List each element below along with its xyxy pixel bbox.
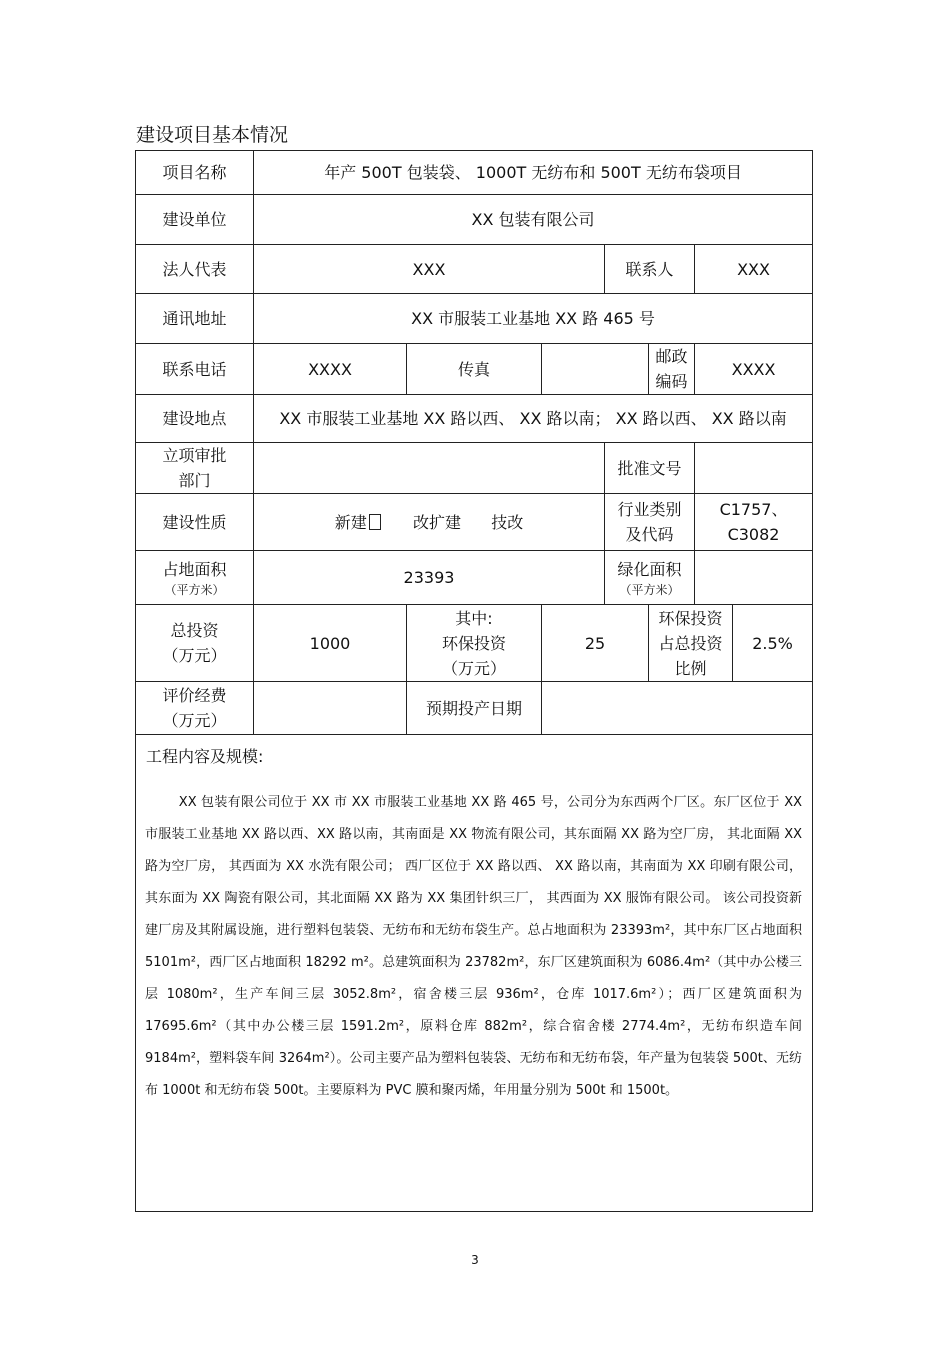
env-ratio-value: 2.5%	[733, 605, 813, 682]
eval-fee-value	[254, 682, 407, 735]
address-label: 通讯地址	[136, 294, 254, 344]
approval-doc-value	[695, 443, 813, 494]
row-phone	[136, 344, 813, 395]
nature-options	[254, 494, 605, 551]
area-label: 占地面积 （平方米）	[136, 551, 254, 605]
project-name-value: 年产 500T 包装袋、 1000T 无纺布和 500T 无纺布袋项目	[254, 151, 813, 195]
postal-code-label: 邮政 编码	[649, 344, 695, 395]
investment-value: 1000	[254, 605, 407, 682]
legal-rep-value: XXX	[254, 245, 605, 294]
contact-label: 联系人	[605, 245, 695, 294]
row-investment	[136, 605, 813, 682]
scope-cell	[136, 735, 813, 1212]
option-tech: 技改	[491, 512, 524, 532]
nature-label: 建设性质	[136, 494, 254, 551]
row-project-name	[136, 151, 813, 195]
construction-unit-label: 建设单位	[136, 195, 254, 245]
row-approval	[136, 443, 813, 494]
green-area-value	[695, 551, 813, 605]
page-number: 3	[471, 1253, 479, 1267]
env-ratio-label: 环保投资 占总投资 比例	[649, 605, 733, 682]
green-area-label: 绿化面积 （平方米）	[605, 551, 695, 605]
approval-dept-value	[254, 443, 605, 494]
site-value: XX 市服装工业基地 XX 路以西、 XX 路以南； XX 路以西、 XX 路以南	[254, 395, 813, 443]
area-value: 23393	[254, 551, 605, 605]
row-scope	[136, 735, 813, 1212]
row-address	[136, 294, 813, 344]
phone-value: XXXX	[254, 344, 407, 395]
row-legal-rep	[136, 245, 813, 294]
scope-body: XX 包装有限公司位于 XX 市 XX 市服装工业基地 XX 路 465 号，公司分为东西两个厂区。东厂区位于 XX 市服装工业基地 XX 路以西、XX 路以南，其南面是 XX 物流有限公司，其东面隔 XX 路为空厂房， 其北面隔 XX 路为空厂房， 其西面为 XX 水洗有限公司； 西厂区位于 XX 路以西、 XX 路以南，其南面为 XX 印刷有限公司，其东面为 XX 陶瓷有限公司，其北面隔 XX 路为 XX 集团针织三厂， 其西面为 XX 服饰有限公司。 该公司投资新建厂房及其附属设施，进行塑料包装袋、无纺布和无纺布袋生产。总占地面积为 23393m²，其中东厂区占地面积 5101m²，西厂区占地面积 18292 m²。总建筑面积为 23782m²，东厂区建筑面积为 6086.4m²（其中办公楼三层 1080m²，生产车间三层 3052.8m²，宿舍楼三层 936m²，仓库 1017.6m²）；西厂区建筑面积为 17695.6m²（其中办公楼三层 1591.2m²，原料仓库 882m²，综合宿舍楼 2774.4m²，无纺布织造车间 9184m²，塑料袋车间 3264m²）。公司主要产品为塑料包装袋、无纺布和无纺布袋，年产量为包装袋 500t、无纺布 1000t 和无纺布袋 500t。主要原料为 PVC 膜和聚丙烯，年用量分别为 500t 和 1500t。	[145, 795, 803, 1098]
row-site	[136, 395, 813, 443]
construction-unit-value: XX 包装有限公司	[254, 195, 813, 245]
postal-code-value: XXXX	[695, 344, 813, 395]
fax-value	[542, 344, 649, 395]
address-value: XX 市服装工业基地 XX 路 465 号	[254, 294, 813, 344]
project-info-table	[135, 150, 813, 1212]
legal-rep-label: 法人代表	[136, 245, 254, 294]
option-new: 新建	[334, 512, 367, 532]
option-expand: 改扩建	[412, 512, 461, 532]
industry-label: 行业类别 及代码	[605, 494, 695, 551]
site-label: 建设地点	[136, 395, 254, 443]
industry-code-value: C1757、C3082	[695, 494, 813, 551]
checkbox-icon	[369, 514, 381, 530]
phone-label: 联系电话	[136, 344, 254, 395]
row-construction-unit	[136, 195, 813, 245]
page-title: 建设项目基本情况	[136, 124, 289, 146]
eval-fee-label: 评价经费 （万元）	[136, 682, 254, 735]
scope-title: 工程内容及规模:	[146, 747, 264, 766]
production-date-label: 预期投产日期	[407, 682, 542, 735]
approval-dept-label: 立项审批 部门	[136, 443, 254, 494]
production-date-value	[542, 682, 813, 735]
project-name-label: 项目名称	[136, 151, 254, 195]
env-investment-label: 其中: 环保投资 （万元）	[407, 605, 542, 682]
row-eval-fee	[136, 682, 813, 735]
env-investment-value: 25	[542, 605, 649, 682]
row-area	[136, 551, 813, 605]
row-nature	[136, 494, 813, 551]
investment-label: 总投资 （万元）	[136, 605, 254, 682]
contact-value: XXX	[695, 245, 813, 294]
approval-doc-label: 批准文号	[605, 443, 695, 494]
fax-label: 传真	[407, 344, 542, 395]
